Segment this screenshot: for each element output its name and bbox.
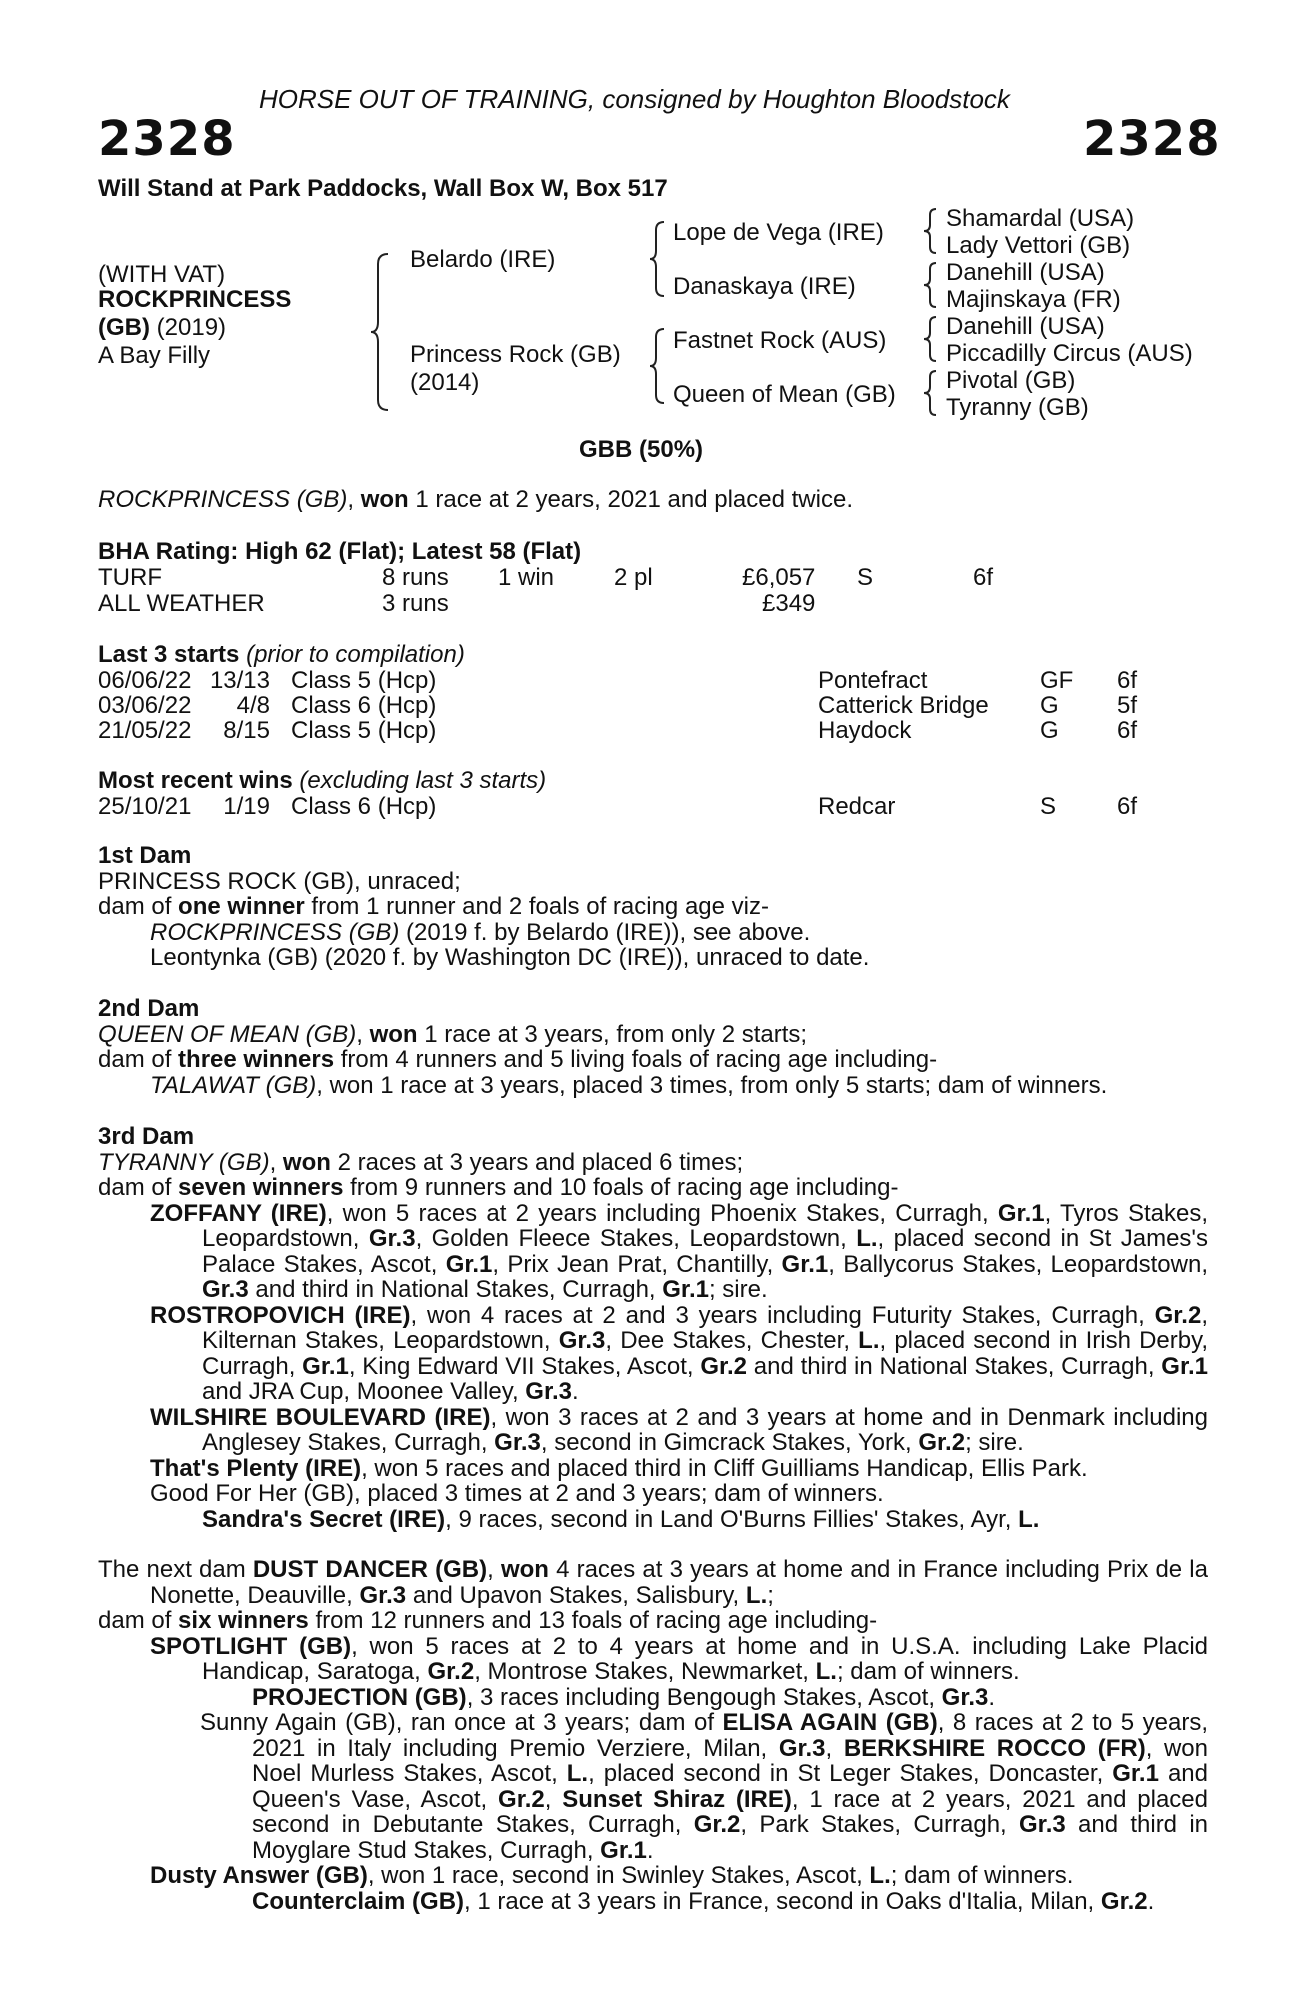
grandsire-1: Shamardal (USA) [946, 205, 1135, 232]
grandsire-3: Danehill (USA) [946, 259, 1105, 286]
turf-wins: 1 win [498, 564, 555, 591]
dam-year: (2014) [410, 369, 480, 396]
first-dam-heading: 1st Dam [98, 842, 192, 869]
turf-row [0, 564, 1314, 590]
aw-label: ALL WEATHER [98, 590, 265, 617]
recent-heading: Most recent wins (excluding last 3 starts) [98, 767, 547, 794]
aw-earnings: £349 [762, 590, 816, 617]
offspring-thats-plenty: That's Plenty (IRE), won 5 races and placed third in Cliff Guilliams Handicap, Ellis Park. [150, 1454, 1088, 1482]
turf-going: S [857, 564, 874, 591]
granddam-6: Piccadilly Circus (AUS) [946, 340, 1193, 367]
granddam-4: Majinskaya (FR) [946, 286, 1121, 313]
horse-country: (GB) [98, 314, 150, 341]
dam: Princess Rock (GB) [410, 341, 621, 368]
offspring-dusty-answer: Dusty Answer (GB), won 1 race, second in Swinley Stakes, Ascot, L.; dam of winners. [150, 1862, 1074, 1889]
offspring-sandras-secret: Sandra's Secret (IRE), 9 races, second in Land O'Burns Fillies' Stakes, Ayr, L. [202, 1505, 1040, 1533]
offspring-sunny-again: Sunny Again (GB), ran once at 3 years; dam of ELISA AGAIN (GB), 8 races at 2 to 5 years, 2021 in Italy including Premio Verziere, Milan, Gr.3, BERKSHIRE ROCCO (FR), won Noel Murless Stakes, Ascot, L., placed second in St Leger Stakes, Doncaster, Gr.1 and Queen's Vase, Ascot, Gr.2, Sunset Shiraz (IRE), 1 race at 2 years, 2021 and placed second in Debutante Stakes, Curragh, Gr.2, Park Stakes, Curragh, Gr.3 and third in Moyglare Stud Stakes, Curragh, Gr.1. [200, 1709, 1209, 1864]
horse-year: (2019) [156, 314, 227, 341]
third-dam-heading: 3rd Dam [98, 1123, 195, 1150]
next-dam-section: The next dam DUST DANCER (GB), won 4 races at 3 years at home and in France including Prix de la Nonette, Deauville, Gr.3 and Upavon Stakes, Salisbury, L.; dam of six winners from 12 runners and 13 foals of racing age including- SPOTLIGHT (GB), won 5 races at 2 to 4 years at home and in U.S.A. including Lake Placid Handicap, Saratoga, Gr.2, Montrose Stakes, Newmarket, L.; dam of winners. PROJECTION (GB), 3 races including Bengough Stakes, Ascot, Gr.3. Sunny Again (GB), ran once at 3 years; dam of ELISA AGAIN (GB), 8 races at 2 to 5 years, 2021 in Italy including Premio Verziere, Milan, Gr.3, BERKSHIRE ROCCO (FR), won Noel Murless Stakes, Ascot, L., placed second in St Leger Stakes, Doncaster, Gr.1 and Queen's Vase, Ascot, Gr.2, Sunset Shiraz (IRE), 1 race at 2 years, 2021 and placed second in Debutante Stakes, Curragh, Gr.2, Park Stakes, Curragh, Gr.3 and third in Moyglare Stud Stakes, Curragh, Gr.1. Dusty Answer (GB), won 1 race, second in Swinley Stakes, Ascot, L.; dam of winners. Counterclaim (GB), 1 race at 3 years in France, second in Oaks d'Italia, Milan, Gr.2. [98, 1556, 1209, 1915]
pedigree-brace-g12 [920, 206, 942, 256]
horse-name: ROCKPRINCESS [98, 286, 292, 313]
granddam-8: Tyranny (GB) [946, 394, 1089, 421]
offspring-counterclaim: Counterclaim (GB), 1 race at 3 years in France, second in Oaks d'Italia, Milan, Gr.2. [252, 1887, 1155, 1915]
offspring-spotlight: SPOTLIGHT (GB), won 5 races at 2 to 4 years at home and in U.S.A. including Lake Placid Handicap, Saratoga, Gr.2, Montrose Stakes, Newmarket, L.; dam of winners. [150, 1632, 1209, 1685]
first-dam-section: 1st Dam PRINCESS ROCK (GB), unraced; dam of one winner from 1 runner and 2 foals of racing age viz- ROCKPRINCESS (GB) (2019 f. by Belardo (IRE)), see above. Leontynka (GB) (2020 f. by Washington DC (IRE)), unraced to date. [98, 843, 1208, 971]
offspring-zoffany: ZOFFANY (IRE), won 5 races at 2 years including Phoenix Stakes, Curragh, Gr.1, Tyros Stakes, Leopardstown, Gr.3, Golden Fleece Stakes, Leopardstown, L., placed second in St James's Palace Stakes, Ascot, Gr.1, Prix Jean Prat, Chantilly, Gr.1, Ballycorus Stakes, Leopardstown, Gr.3 and third in National Stakes, Curragh, Gr.1; sire. [150, 1199, 1209, 1303]
offspring-good-for-her: Good For Her (GB), placed 3 times at 2 and 3 years; dam of winners. [150, 1480, 884, 1507]
pedigree-brace-g78 [920, 368, 942, 418]
sire-sire: Lope de Vega (IRE) [673, 219, 884, 246]
second-dam-section: 2nd Dam QUEEN OF MEAN (GB), won 1 race at 3 years, from only 2 starts; dam of three winners from 4 runners and 5 living foals of racing age including- TALAWAT (GB), won 1 race at 3 years, placed 3 times, from only 5 starts; dam of winners. [98, 996, 1208, 1098]
pedigree-brace-sire [646, 218, 670, 300]
recent-row-1: 25/10/21 1/19 Class 6 (Hcp) Redcar S 6f [98, 793, 1138, 820]
consignor-title: HORSE OUT OF TRAINING, consigned by Houghton Bloodstock [259, 84, 1010, 114]
last3-heading: Last 3 starts (prior to compilation) [98, 641, 465, 668]
third-dam-section: 3rd Dam TYRANNY (GB), won 2 races at 3 years and placed 6 times; dam of seven winners from 9 runners and 10 foals of racing age including- ZOFFANY (IRE), won 5 races at 2 years including Phoenix Stakes, Curragh, Gr.1, Tyros Stakes, Leopardstown, Gr.3, Golden Fleece Stakes, Leopardstown, L., placed second in St James's Palace Stakes, Ascot, Gr.1, Prix Jean Prat, Chantilly, Gr.1, Ballycorus Stakes, Leopardstown, Gr.3 and third in National Stakes, Curragh, Gr.1; sire. ROSTROPOVICH (IRE), won 4 races at 2 and 3 years including Futurity Stakes, Curragh, Gr.2, Kilternan Stakes, Leopardstown, Gr.3, Dee Stakes, Chester, L., placed second in Irish Derby, Curragh, Gr.1, King Edward VII Stakes, Ascot, Gr.2 and third in National Stakes, Curragh, Gr.1 and JRA Cup, Moonee Valley, Gr.3. WILSHIRE BOULEVARD (IRE), won 3 races at 2 and 3 years at home and in Denmark including Anglesey Stakes, Curragh, Gr.3, second in Gimcrack Stakes, York, Gr.2; sire. That's Plenty (IRE), won 5 races and placed third in Cliff Guilliams Handicap, Ellis Park. Good For Her (GB), placed 3 times at 2 and 3 years; dam of winners. Sandra's Secret (IRE), 9 races, second in Land O'Burns Fillies' Stakes, Ayr, L. [98, 1123, 1209, 1533]
turf-earnings: £6,057 [742, 564, 816, 591]
pedigree-brace-dam [646, 325, 670, 407]
horse-origin [98, 315, 226, 340]
pedigree-brace-main [368, 250, 398, 415]
summary-won: won [360, 486, 409, 513]
turf-placed: 2 pl [614, 564, 653, 591]
summary-rest: 1 race at 2 years, 2021 and placed twice. [408, 486, 853, 513]
dam-dam: Queen of Mean (GB) [673, 381, 896, 408]
sire-dam: Danaskaya (IRE) [673, 273, 856, 300]
sire: Belardo (IRE) [410, 246, 556, 273]
grandsire-5: Danehill (USA) [946, 313, 1105, 340]
turf-label: TURF [98, 564, 162, 591]
second-dam-heading: 2nd Dam [98, 995, 200, 1022]
dam-sire: Fastnet Rock (AUS) [673, 327, 887, 354]
race-summary: ROCKPRINCESS (GB), won 1 race at 2 years, 2021 and placed twice. [98, 486, 853, 513]
turf-distance: 6f [973, 564, 994, 591]
stand-location: Will Stand at Park Paddocks, Wall Box W, Box 517 [98, 175, 668, 202]
bha-rating: BHA Rating: High 62 (Flat); Latest 58 (Flat) [98, 538, 582, 565]
offspring-wilshire: WILSHIRE BOULEVARD (IRE), won 3 races at 2 and 3 years at home and in Denmark including Anglesey Stakes, Curragh, Gr.3, second in Gimcrack Stakes, York, Gr.2; sire. [150, 1403, 1208, 1456]
horse-desc: A Bay Filly [98, 342, 211, 369]
offspring-rostropovich: ROSTROPOVICH (IRE), won 4 races at 2 and 3 years including Futurity Stakes, Curragh, Gr.2, Kilternan Stakes, Leopardstown, Gr.3, Dee Stakes, Chester, L., placed second in Irish Derby, Curragh, Gr.1, King Edward VII Stakes, Ascot, Gr.2 and third in National Stakes, Curragh, Gr.1 and JRA Cup, Moonee Valley, Gr.3. [150, 1301, 1208, 1405]
gbb-label: GBB (50%) [579, 436, 704, 463]
turf-runs: 8 runs [382, 564, 449, 591]
last3-row-1: 06/06/22 13/13 Class 5 (Hcp) Pontefract GF 6f [98, 667, 1138, 694]
pedigree-brace-g34 [920, 260, 942, 310]
grandsire-7: Pivotal (GB) [946, 367, 1076, 394]
granddam-2: Lady Vettori (GB) [946, 232, 1131, 259]
aw-runs: 3 runs [382, 590, 449, 617]
aw-row [0, 590, 1314, 616]
pedigree-brace-g56 [920, 314, 942, 364]
lot-number-left: 2328 [98, 111, 236, 167]
next-dam-line: The next dam DUST DANCER (GB), won 4 races at 3 years at home and in France including Prix de la Nonette, Deauville, Gr.3 and Upavon Stakes, Salisbury, L.; [98, 1556, 1208, 1609]
offspring-projection: PROJECTION (GB), 3 races including Bengough Stakes, Ascot, Gr.3. [252, 1683, 996, 1711]
lot-number-right: 2328 [1083, 111, 1221, 167]
last3-row-2: 03/06/22 4/8 Class 6 (Hcp) Catterick Bridge G 5f [98, 692, 1138, 719]
last3-row-3: 21/05/22 8/15 Class 5 (Hcp) Haydock G 6f [98, 717, 1138, 744]
vat-label: (WITH VAT) [98, 261, 226, 288]
summary-horse: ROCKPRINCESS (GB) [98, 486, 348, 513]
